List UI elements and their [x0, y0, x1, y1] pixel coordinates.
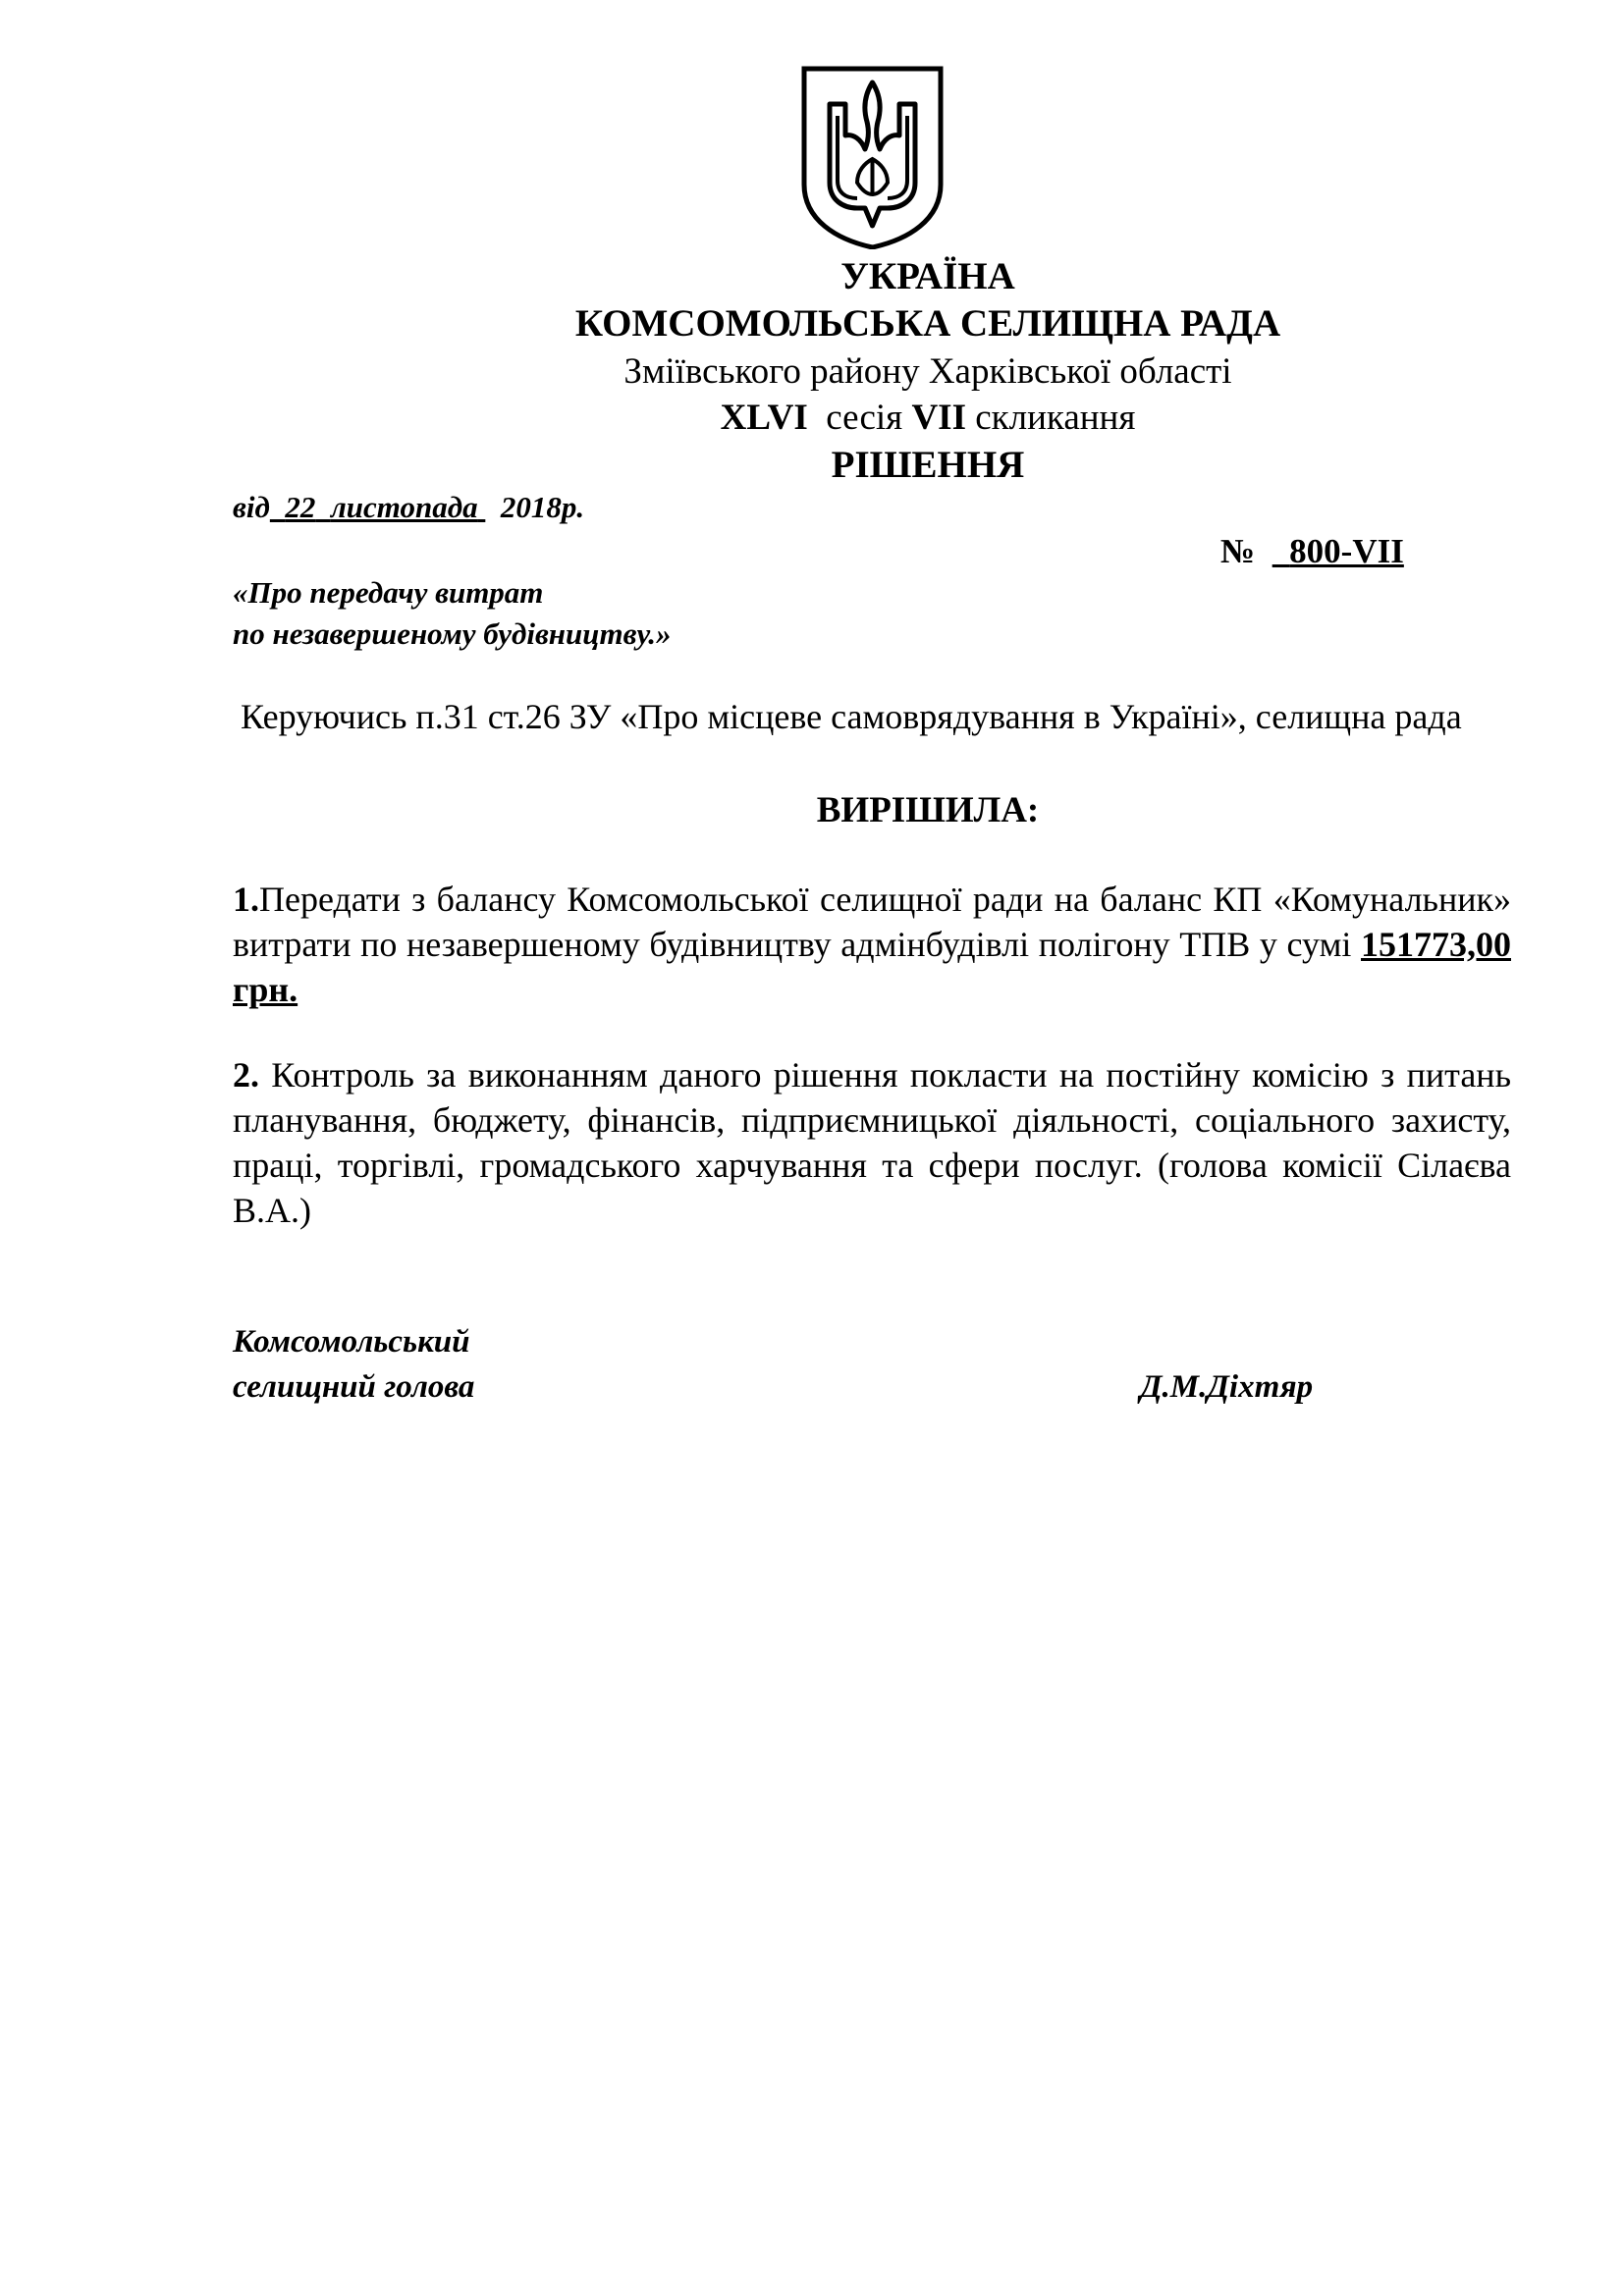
item-2-text: Контроль за виконанням даного рішення покласти на постійну комісію з питань планування, бюджету, фінансів, підприємницької діяльності, соціального захисту, праці, торгівлі, громадського харчування та сфери послуг. (голова комісії Сілаєва В.А.) [233, 1055, 1511, 1230]
signature-title [233, 1319, 474, 1410]
convocation-number: VII [911, 398, 966, 438]
date-year: 2018р. [500, 490, 585, 524]
decision-number [1220, 530, 1404, 573]
subject-line-1: «Про передачу витрат [233, 575, 544, 610]
item-2-number: 2. [233, 1055, 259, 1095]
item-1-number: 1. [233, 880, 259, 919]
date-prefix: від [233, 490, 270, 524]
council-heading: КОМСОМОЛЬСЬКА СЕЛИЩНА РАДА [574, 302, 1281, 345]
decision-title: РІШЕННЯ [831, 444, 1025, 486]
subject-line-2: по незавершеному будівництву.» [233, 616, 672, 651]
date-day: 22 [285, 490, 316, 524]
country-heading: УКРАЇНА [840, 255, 1015, 297]
signature-line-1: Комсомольський [233, 1324, 470, 1360]
decision-subject [233, 572, 672, 655]
resolved-heading: ВИРІШИЛА: [816, 790, 1040, 830]
number-value: 800-VII [1289, 532, 1404, 570]
intro-paragraph: Керуючись п.31 ст.26 ЗУ «Про місцеве самоврядування в Україні», селищна рада [241, 697, 1462, 736]
signature-line-2: селищний голова [233, 1369, 475, 1405]
district-heading: Зміївського району Харківської області [623, 351, 1232, 392]
signature-name: Д.М.Діхтяр [1140, 1369, 1314, 1405]
convocation-word: скликання [975, 398, 1136, 438]
trident-coat-of-arms-icon [800, 65, 945, 249]
session-number: XLVI [720, 398, 808, 438]
item-1-text: Передати з балансу Комсомольської селищної ради на баланс КП «Комунальник» витрати по незавершеному будівництву адмінбудівлі полігону ТПВ у сумі [233, 880, 1511, 964]
item-1-amount: 151773,00 грн. [233, 925, 1511, 1009]
decision-date [233, 488, 584, 527]
number-label: № [1220, 532, 1256, 570]
session-heading [0, 396, 1624, 441]
resolution-item-2 [233, 1052, 1511, 1233]
session-word: сесія [826, 398, 903, 438]
date-month: листопада [330, 490, 478, 524]
resolution-item-1 [233, 877, 1511, 1012]
